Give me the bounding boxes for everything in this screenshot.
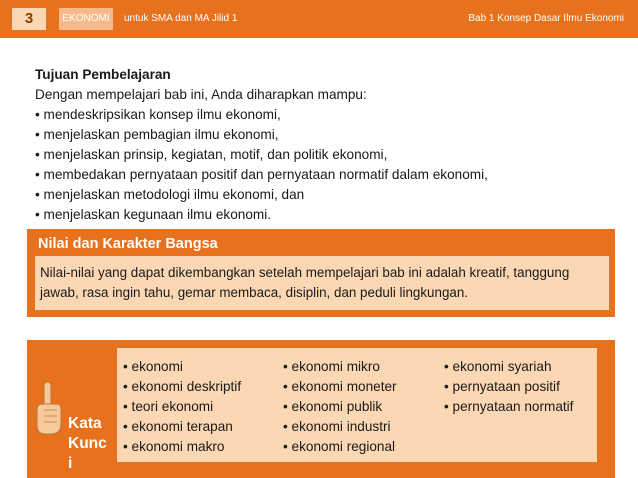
objectives-heading: Tujuan Pembelajaran bbox=[35, 67, 171, 82]
objectives-list bbox=[35, 105, 615, 225]
keywords-column bbox=[283, 357, 397, 457]
character-values-panel bbox=[27, 229, 615, 317]
objectives-intro: Dengan mempelajari bab ini, Anda diharapkan mampu: bbox=[35, 87, 367, 102]
page-number: 3 bbox=[12, 8, 46, 30]
keyword-item: • ekonomi moneter bbox=[283, 377, 397, 397]
keyword-item: • ekonomi deskriptif bbox=[123, 377, 241, 397]
objective-item: • mendeskripsikan konsep ilmu ekonomi, bbox=[35, 105, 615, 125]
keyword-item: • ekonomi publik bbox=[283, 397, 397, 417]
objective-item: • membedakan pernyataan positif dan pernyataan normatif dalam ekonomi, bbox=[35, 165, 615, 185]
values-body: Nilai-nilai yang dapat dikembangkan setelah mempelajari bab ini adalah kreatif, tanggung jawab, rasa ingin tahu, gemar membaca, disiplin, dan peduli lingkungan. bbox=[35, 256, 609, 310]
header-bar bbox=[0, 0, 638, 38]
book-title: untuk SMA dan MA Jilid 1 bbox=[124, 13, 238, 24]
keyword-item: • ekonomi syariah bbox=[444, 357, 573, 377]
chapter-title: Bab 1 Konsep Dasar Ilmu Ekonomi bbox=[468, 13, 624, 24]
keyword-item: • ekonomi bbox=[123, 357, 241, 377]
keyword-item: • pernyataan positif bbox=[444, 377, 573, 397]
objective-item: • menjelaskan metodologi ilmu ekonomi, dan bbox=[35, 185, 615, 205]
keywords-column bbox=[444, 357, 573, 417]
keywords-label-line: i bbox=[68, 455, 73, 472]
subject-tag: EKONOMI bbox=[59, 8, 113, 30]
keywords-label-line: Kata bbox=[68, 415, 102, 432]
objective-item: • menjelaskan prinsip, kegiatan, motif, dan politik ekonomi, bbox=[35, 145, 615, 165]
values-title: Nilai dan Karakter Bangsa bbox=[38, 236, 218, 252]
keyword-item: • teori ekonomi bbox=[123, 397, 241, 417]
keyword-item: • pernyataan normatif bbox=[444, 397, 573, 417]
keywords-label-line: Kunc bbox=[68, 435, 107, 452]
pointing-hand-icon bbox=[33, 380, 63, 436]
keywords-label bbox=[68, 414, 108, 474]
objective-item: • menjelaskan pembagian ilmu ekonomi, bbox=[35, 125, 615, 145]
keywords-column bbox=[123, 357, 241, 457]
keyword-item: • ekonomi regional bbox=[283, 437, 397, 457]
learning-objectives bbox=[35, 65, 615, 225]
keyword-item: • ekonomi industri bbox=[283, 417, 397, 437]
keyword-item: • ekonomi mikro bbox=[283, 357, 397, 377]
keyword-item: • ekonomi makro bbox=[123, 437, 241, 457]
objective-item: • menjelaskan kegunaan ilmu ekonomi. bbox=[35, 205, 615, 225]
keywords-panel bbox=[27, 340, 615, 478]
keyword-item: • ekonomi terapan bbox=[123, 417, 241, 437]
keywords-list-box bbox=[117, 348, 597, 462]
